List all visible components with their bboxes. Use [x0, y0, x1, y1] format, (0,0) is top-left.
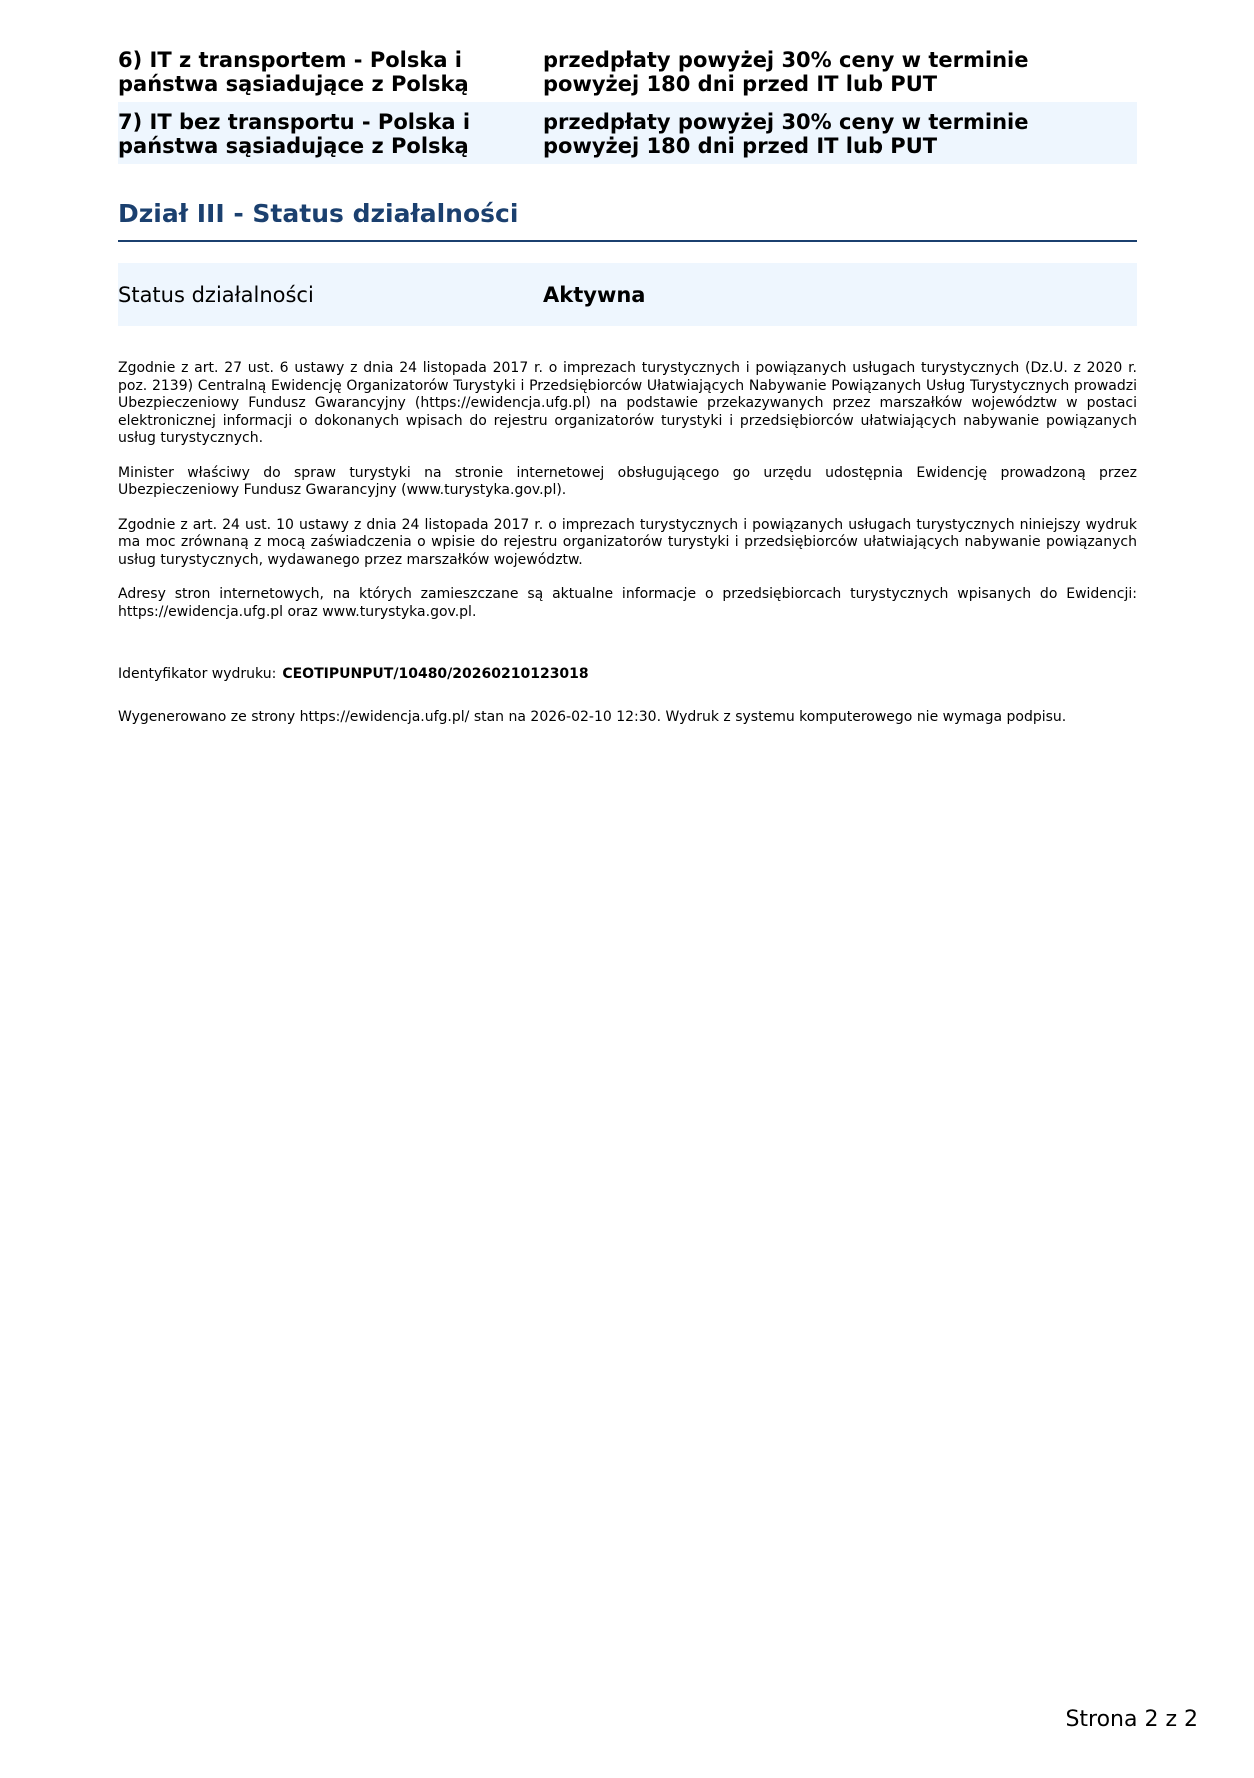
print-identifier: [118, 666, 1137, 683]
scope-label-line1: 6) IT z transportem - Polska i: [118, 48, 462, 72]
scope-value: [543, 110, 1137, 158]
scope-label-line2: państwa sąsiadujące z Polską: [118, 134, 469, 158]
legal-notes: [118, 360, 1137, 621]
document-page: [118, 46, 1137, 726]
scope-label: [118, 48, 543, 96]
page-number: Strona 2 z 2: [1065, 1707, 1198, 1732]
print-identifier-value: CEOTIPUNPUT/10480/20260210123018: [282, 666, 589, 682]
legal-note-paragraph: Minister właściwy do spraw turystyki na stronie internetowej obsługującego go urzędu udostępnia Ewidencję prowadzoną przez Ubezpieczeniowy Fundusz Gwarancyjny (www.turystyka.gov.pl).: [118, 464, 1137, 498]
scope-row-7: [118, 102, 1137, 164]
scope-value: [543, 48, 1137, 96]
status-label: Status działalności: [118, 282, 314, 307]
scope-label-line1: 7) IT bez transportu - Polska i: [118, 110, 471, 134]
scope-label: [118, 110, 543, 158]
scope-row-6: [118, 46, 1137, 102]
scope-value-line1: przedpłaty powyżej 30% ceny w terminie: [543, 110, 1029, 134]
scope-value-line1: przedpłaty powyżej 30% ceny w terminie: [543, 48, 1029, 72]
section-title-status: Dział III - Status działalności: [118, 198, 1137, 242]
legal-note-paragraph: Zgodnie z art. 27 ust. 6 ustawy z dnia 24 listopada 2017 r. o imprezach turystycznych i powiązanych usługach turystycznych (Dz.U. z 2020 r. poz. 2139) Centralną Ewidencję Organizatorów Turystyki i Przedsiębiorców Ułatwiających Nabywanie Powiązanych Usług Turystycznych prowadzi Ubezpieczeniowy Fundusz Gwarancyjny (https://ewidencja.ufg.pl) na podstawie przekazywanych przez marszałków województw w postaci elektronicznej informacji o dokonanych wpisach do rejestru organizatorów turystyki i przedsiębiorców ułatwiających nabywanie powiązanych usług turystycznych.: [118, 360, 1137, 446]
status-row: [118, 263, 1137, 326]
print-identifier-label: Identyfikator wydruku:: [118, 666, 277, 682]
generated-footer-text: Wygenerowano ze strony https://ewidencja.ufg.pl/ stan na 2026-02-10 12:30. Wydruk z systemu komputerowego nie wymaga podpisu.: [118, 709, 1067, 725]
scope-value-line2: powyżej 180 dni przed IT lub PUT: [543, 134, 938, 158]
legal-note-paragraph: Adresy stron internetowych, na których zamieszczane są aktualne informacje o przedsiębiorcach turystycznych wpisanych do Ewidencji: https://ewidencja.ufg.pl oraz www.turystyka.gov.pl.: [118, 586, 1137, 620]
scope-value-line2: powyżej 180 dni przed IT lub PUT: [543, 72, 938, 96]
legal-note-paragraph: Zgodnie z art. 24 ust. 10 ustawy z dnia 24 listopada 2017 r. o imprezach turystycznych i powiązanych usługach turystycznych niniejszy wydruk ma moc zrównaną z mocą zaświadczenia o wpisie do rejestru organizatorów turystyki i przedsiębiorców ułatwiających nabywanie powiązanych usług turystycznych, wydawanego przez marszałków województw.: [118, 516, 1137, 568]
scope-label-line2: państwa sąsiadujące z Polską: [118, 72, 469, 96]
status-value: Aktywna: [543, 282, 646, 307]
